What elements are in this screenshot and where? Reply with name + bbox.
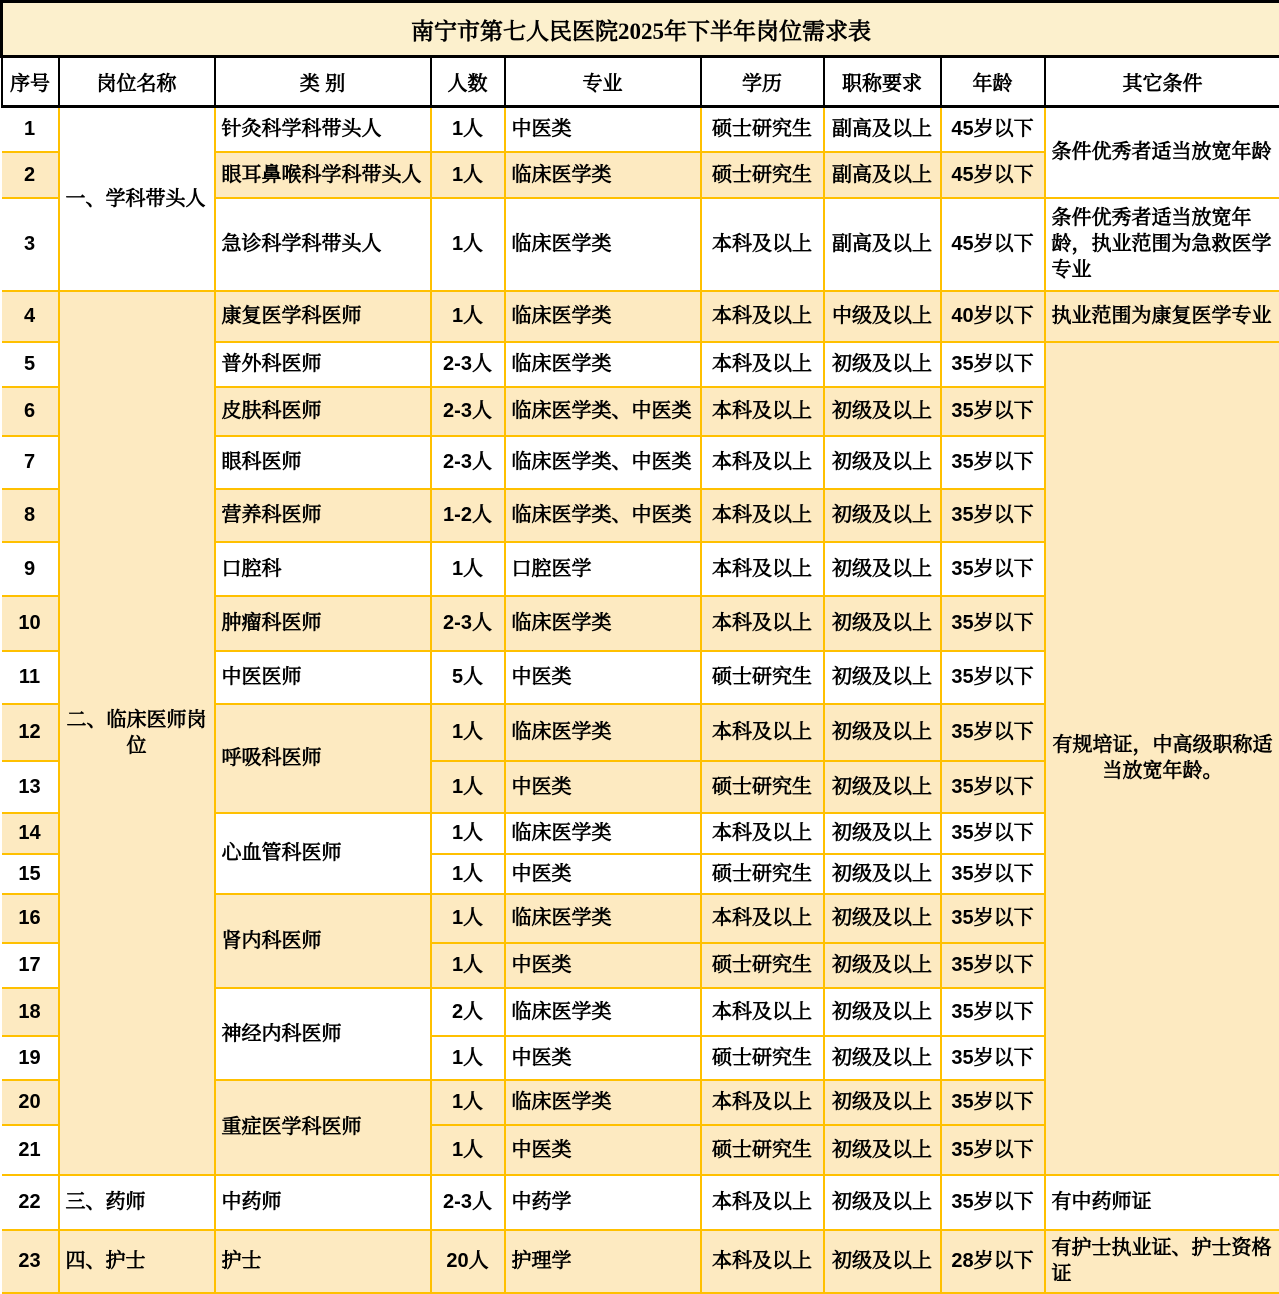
education-cell: 本科及以上: [701, 704, 824, 761]
age-cell: 35岁以下: [941, 1125, 1045, 1175]
position-cell: 肿瘤科医师: [215, 596, 431, 651]
education-cell: 硕士研究生: [701, 1125, 824, 1175]
serial-cell: 12: [2, 704, 59, 761]
count-cell: 1人: [431, 1080, 505, 1125]
title-req-cell: 中级及以上: [824, 291, 941, 342]
count-cell: 2-3人: [431, 342, 505, 387]
major-cell: 中医类: [505, 651, 701, 704]
major-cell: 临床医学类: [505, 198, 701, 291]
major-cell: 临床医学类: [505, 291, 701, 342]
position-cell: 心血管科医师: [215, 813, 431, 894]
count-cell: 1人: [431, 761, 505, 813]
education-cell: 本科及以上: [701, 342, 824, 387]
age-cell: 45岁以下: [941, 152, 1045, 198]
title-req-cell: 初级及以上: [824, 854, 941, 894]
serial-cell: 14: [2, 813, 59, 854]
column-header-age: 年龄: [941, 57, 1045, 107]
other-cell: 有规培证，中高级职称适当放宽年龄。: [1045, 342, 1279, 1175]
count-cell: 1人: [431, 854, 505, 894]
other-cell: 条件优秀者适当放宽年龄，执业范围为急救医学专业: [1045, 198, 1279, 291]
major-cell: 临床医学类、中医类: [505, 489, 701, 542]
serial-cell: 10: [2, 596, 59, 651]
serial-cell: 20: [2, 1080, 59, 1125]
title-req-cell: 初级及以上: [824, 761, 941, 813]
count-cell: 1-2人: [431, 489, 505, 542]
position-cell: 重症医学科医师: [215, 1080, 431, 1175]
title-req-cell: 初级及以上: [824, 1230, 941, 1293]
age-cell: 45岁以下: [941, 107, 1045, 152]
count-cell: 1人: [431, 813, 505, 854]
major-cell: 护理学: [505, 1230, 701, 1293]
age-cell: 35岁以下: [941, 943, 1045, 988]
serial-cell: 18: [2, 988, 59, 1036]
serial-cell: 22: [2, 1175, 59, 1230]
position-cell: 针灸科学科带头人: [215, 107, 431, 152]
count-cell: 5人: [431, 651, 505, 704]
position-cell: 口腔科: [215, 542, 431, 596]
column-header-count: 人数: [431, 57, 505, 107]
position-cell: 呼吸科医师: [215, 704, 431, 813]
table-row: [2, 1175, 1279, 1230]
count-cell: 1人: [431, 107, 505, 152]
serial-cell: 11: [2, 651, 59, 704]
title-req-cell: 初级及以上: [824, 342, 941, 387]
age-cell: 35岁以下: [941, 596, 1045, 651]
count-cell: 2-3人: [431, 1175, 505, 1230]
education-cell: 本科及以上: [701, 596, 824, 651]
education-cell: 本科及以上: [701, 1080, 824, 1125]
age-cell: 35岁以下: [941, 988, 1045, 1036]
serial-cell: 8: [2, 489, 59, 542]
position-cell: 皮肤科医师: [215, 387, 431, 436]
education-cell: 本科及以上: [701, 542, 824, 596]
category-cell: 一、学科带头人: [59, 107, 215, 291]
table-row: [2, 291, 1279, 342]
age-cell: 35岁以下: [941, 1175, 1045, 1230]
education-cell: 硕士研究生: [701, 761, 824, 813]
column-header-other: 其它条件: [1045, 57, 1279, 107]
title-req-cell: 初级及以上: [824, 436, 941, 489]
category-cell: 四、护士: [59, 1230, 215, 1293]
position-cell: 肾内科医师: [215, 894, 431, 988]
major-cell: 中医类: [505, 1036, 701, 1080]
count-cell: 1人: [431, 943, 505, 988]
age-cell: 35岁以下: [941, 894, 1045, 943]
education-cell: 硕士研究生: [701, 1036, 824, 1080]
position-cell: 普外科医师: [215, 342, 431, 387]
title-req-cell: 初级及以上: [824, 651, 941, 704]
serial-cell: 13: [2, 761, 59, 813]
count-cell: 2人: [431, 988, 505, 1036]
major-cell: 临床医学类: [505, 988, 701, 1036]
table-row: [2, 1230, 1279, 1293]
education-cell: 硕士研究生: [701, 943, 824, 988]
age-cell: 35岁以下: [941, 436, 1045, 489]
major-cell: 临床医学类: [505, 813, 701, 854]
major-cell: 中医类: [505, 761, 701, 813]
age-cell: 35岁以下: [941, 342, 1045, 387]
education-cell: 硕士研究生: [701, 107, 824, 152]
title-req-cell: 初级及以上: [824, 489, 941, 542]
education-cell: 硕士研究生: [701, 651, 824, 704]
category-cell: 三、药师: [59, 1175, 215, 1230]
title-req-cell: 初级及以上: [824, 988, 941, 1036]
count-cell: 1人: [431, 291, 505, 342]
title-req-cell: 初级及以上: [824, 1036, 941, 1080]
position-cell: 护士: [215, 1230, 431, 1293]
education-cell: 本科及以上: [701, 1175, 824, 1230]
major-cell: 中医类: [505, 107, 701, 152]
serial-cell: 7: [2, 436, 59, 489]
column-header-major: 专业: [505, 57, 701, 107]
serial-cell: 23: [2, 1230, 59, 1293]
column-header-education: 学历: [701, 57, 824, 107]
category-cell: 二、临床医师岗位: [59, 291, 215, 1175]
title-row: [2, 2, 1279, 57]
count-cell: 1人: [431, 542, 505, 596]
position-cell: 中医医师: [215, 651, 431, 704]
other-cell: 有护士执业证、护士资格证: [1045, 1230, 1279, 1293]
count-cell: 2-3人: [431, 436, 505, 489]
education-cell: 本科及以上: [701, 436, 824, 489]
education-cell: 本科及以上: [701, 813, 824, 854]
major-cell: 中药学: [505, 1175, 701, 1230]
education-cell: 硕士研究生: [701, 152, 824, 198]
age-cell: 35岁以下: [941, 761, 1045, 813]
title-req-cell: 初级及以上: [824, 1175, 941, 1230]
title-req-cell: 副高及以上: [824, 107, 941, 152]
age-cell: 45岁以下: [941, 198, 1045, 291]
age-cell: 35岁以下: [941, 1036, 1045, 1080]
serial-cell: 5: [2, 342, 59, 387]
title-req-cell: 初级及以上: [824, 1080, 941, 1125]
count-cell: 1人: [431, 198, 505, 291]
major-cell: 中医类: [505, 943, 701, 988]
title-req-cell: 初级及以上: [824, 542, 941, 596]
major-cell: 口腔医学: [505, 542, 701, 596]
position-cell: 营养科医师: [215, 489, 431, 542]
header-row: [2, 57, 1279, 107]
table-row: [2, 107, 1279, 152]
major-cell: 临床医学类: [505, 596, 701, 651]
count-cell: 2-3人: [431, 596, 505, 651]
age-cell: 35岁以下: [941, 704, 1045, 761]
serial-cell: 3: [2, 198, 59, 291]
major-cell: 临床医学类、中医类: [505, 387, 701, 436]
major-cell: 中医类: [505, 854, 701, 894]
column-header-position: 类 别: [215, 57, 431, 107]
major-cell: 临床医学类: [505, 342, 701, 387]
title-req-cell: 初级及以上: [824, 596, 941, 651]
serial-cell: 15: [2, 854, 59, 894]
count-cell: 1人: [431, 704, 505, 761]
other-cell: 有中药师证: [1045, 1175, 1279, 1230]
title-req-cell: 初级及以上: [824, 704, 941, 761]
count-cell: 2-3人: [431, 387, 505, 436]
count-cell: 1人: [431, 1125, 505, 1175]
table-title: 南宁市第七人民医院2025年下半年岗位需求表: [2, 2, 1279, 57]
title-req-cell: 初级及以上: [824, 387, 941, 436]
count-cell: 1人: [431, 1036, 505, 1080]
serial-cell: 16: [2, 894, 59, 943]
education-cell: 本科及以上: [701, 1230, 824, 1293]
age-cell: 35岁以下: [941, 489, 1045, 542]
major-cell: 临床医学类、中医类: [505, 436, 701, 489]
column-header-category: 岗位名称: [59, 57, 215, 107]
age-cell: 35岁以下: [941, 1080, 1045, 1125]
education-cell: 本科及以上: [701, 198, 824, 291]
serial-cell: 6: [2, 387, 59, 436]
age-cell: 35岁以下: [941, 813, 1045, 854]
education-cell: 本科及以上: [701, 387, 824, 436]
age-cell: 35岁以下: [941, 651, 1045, 704]
major-cell: 中医类: [505, 1125, 701, 1175]
education-cell: 本科及以上: [701, 894, 824, 943]
age-cell: 35岁以下: [941, 854, 1045, 894]
position-cell: 中药师: [215, 1175, 431, 1230]
major-cell: 临床医学类: [505, 1080, 701, 1125]
title-req-cell: 初级及以上: [824, 1125, 941, 1175]
title-req-cell: 初级及以上: [824, 943, 941, 988]
major-cell: 临床医学类: [505, 152, 701, 198]
education-cell: 本科及以上: [701, 291, 824, 342]
position-cell: 眼科医师: [215, 436, 431, 489]
age-cell: 35岁以下: [941, 387, 1045, 436]
serial-cell: 1: [2, 107, 59, 152]
position-cell: 康复医学科医师: [215, 291, 431, 342]
title-req-cell: 初级及以上: [824, 894, 941, 943]
education-cell: 硕士研究生: [701, 854, 824, 894]
count-cell: 1人: [431, 152, 505, 198]
age-cell: 40岁以下: [941, 291, 1045, 342]
serial-cell: 17: [2, 943, 59, 988]
count-cell: 20人: [431, 1230, 505, 1293]
major-cell: 临床医学类: [505, 704, 701, 761]
education-cell: 本科及以上: [701, 489, 824, 542]
serial-cell: 2: [2, 152, 59, 198]
column-header-serial: 序号: [2, 57, 59, 107]
serial-cell: 9: [2, 542, 59, 596]
serial-cell: 19: [2, 1036, 59, 1080]
serial-cell: 21: [2, 1125, 59, 1175]
title-req-cell: 副高及以上: [824, 198, 941, 291]
major-cell: 临床医学类: [505, 894, 701, 943]
age-cell: 28岁以下: [941, 1230, 1045, 1293]
position-cell: 急诊科学科带头人: [215, 198, 431, 291]
serial-cell: 4: [2, 291, 59, 342]
title-req-cell: 初级及以上: [824, 813, 941, 854]
other-cell: 条件优秀者适当放宽年龄: [1045, 107, 1279, 198]
other-cell: 执业范围为康复医学专业: [1045, 291, 1279, 342]
count-cell: 1人: [431, 894, 505, 943]
table-body: [2, 107, 1279, 1293]
education-cell: 本科及以上: [701, 988, 824, 1036]
position-cell: 眼耳鼻喉科学科带头人: [215, 152, 431, 198]
column-header-title-req: 职称要求: [824, 57, 941, 107]
age-cell: 35岁以下: [941, 542, 1045, 596]
position-cell: 神经内科医师: [215, 988, 431, 1080]
title-req-cell: 副高及以上: [824, 152, 941, 198]
